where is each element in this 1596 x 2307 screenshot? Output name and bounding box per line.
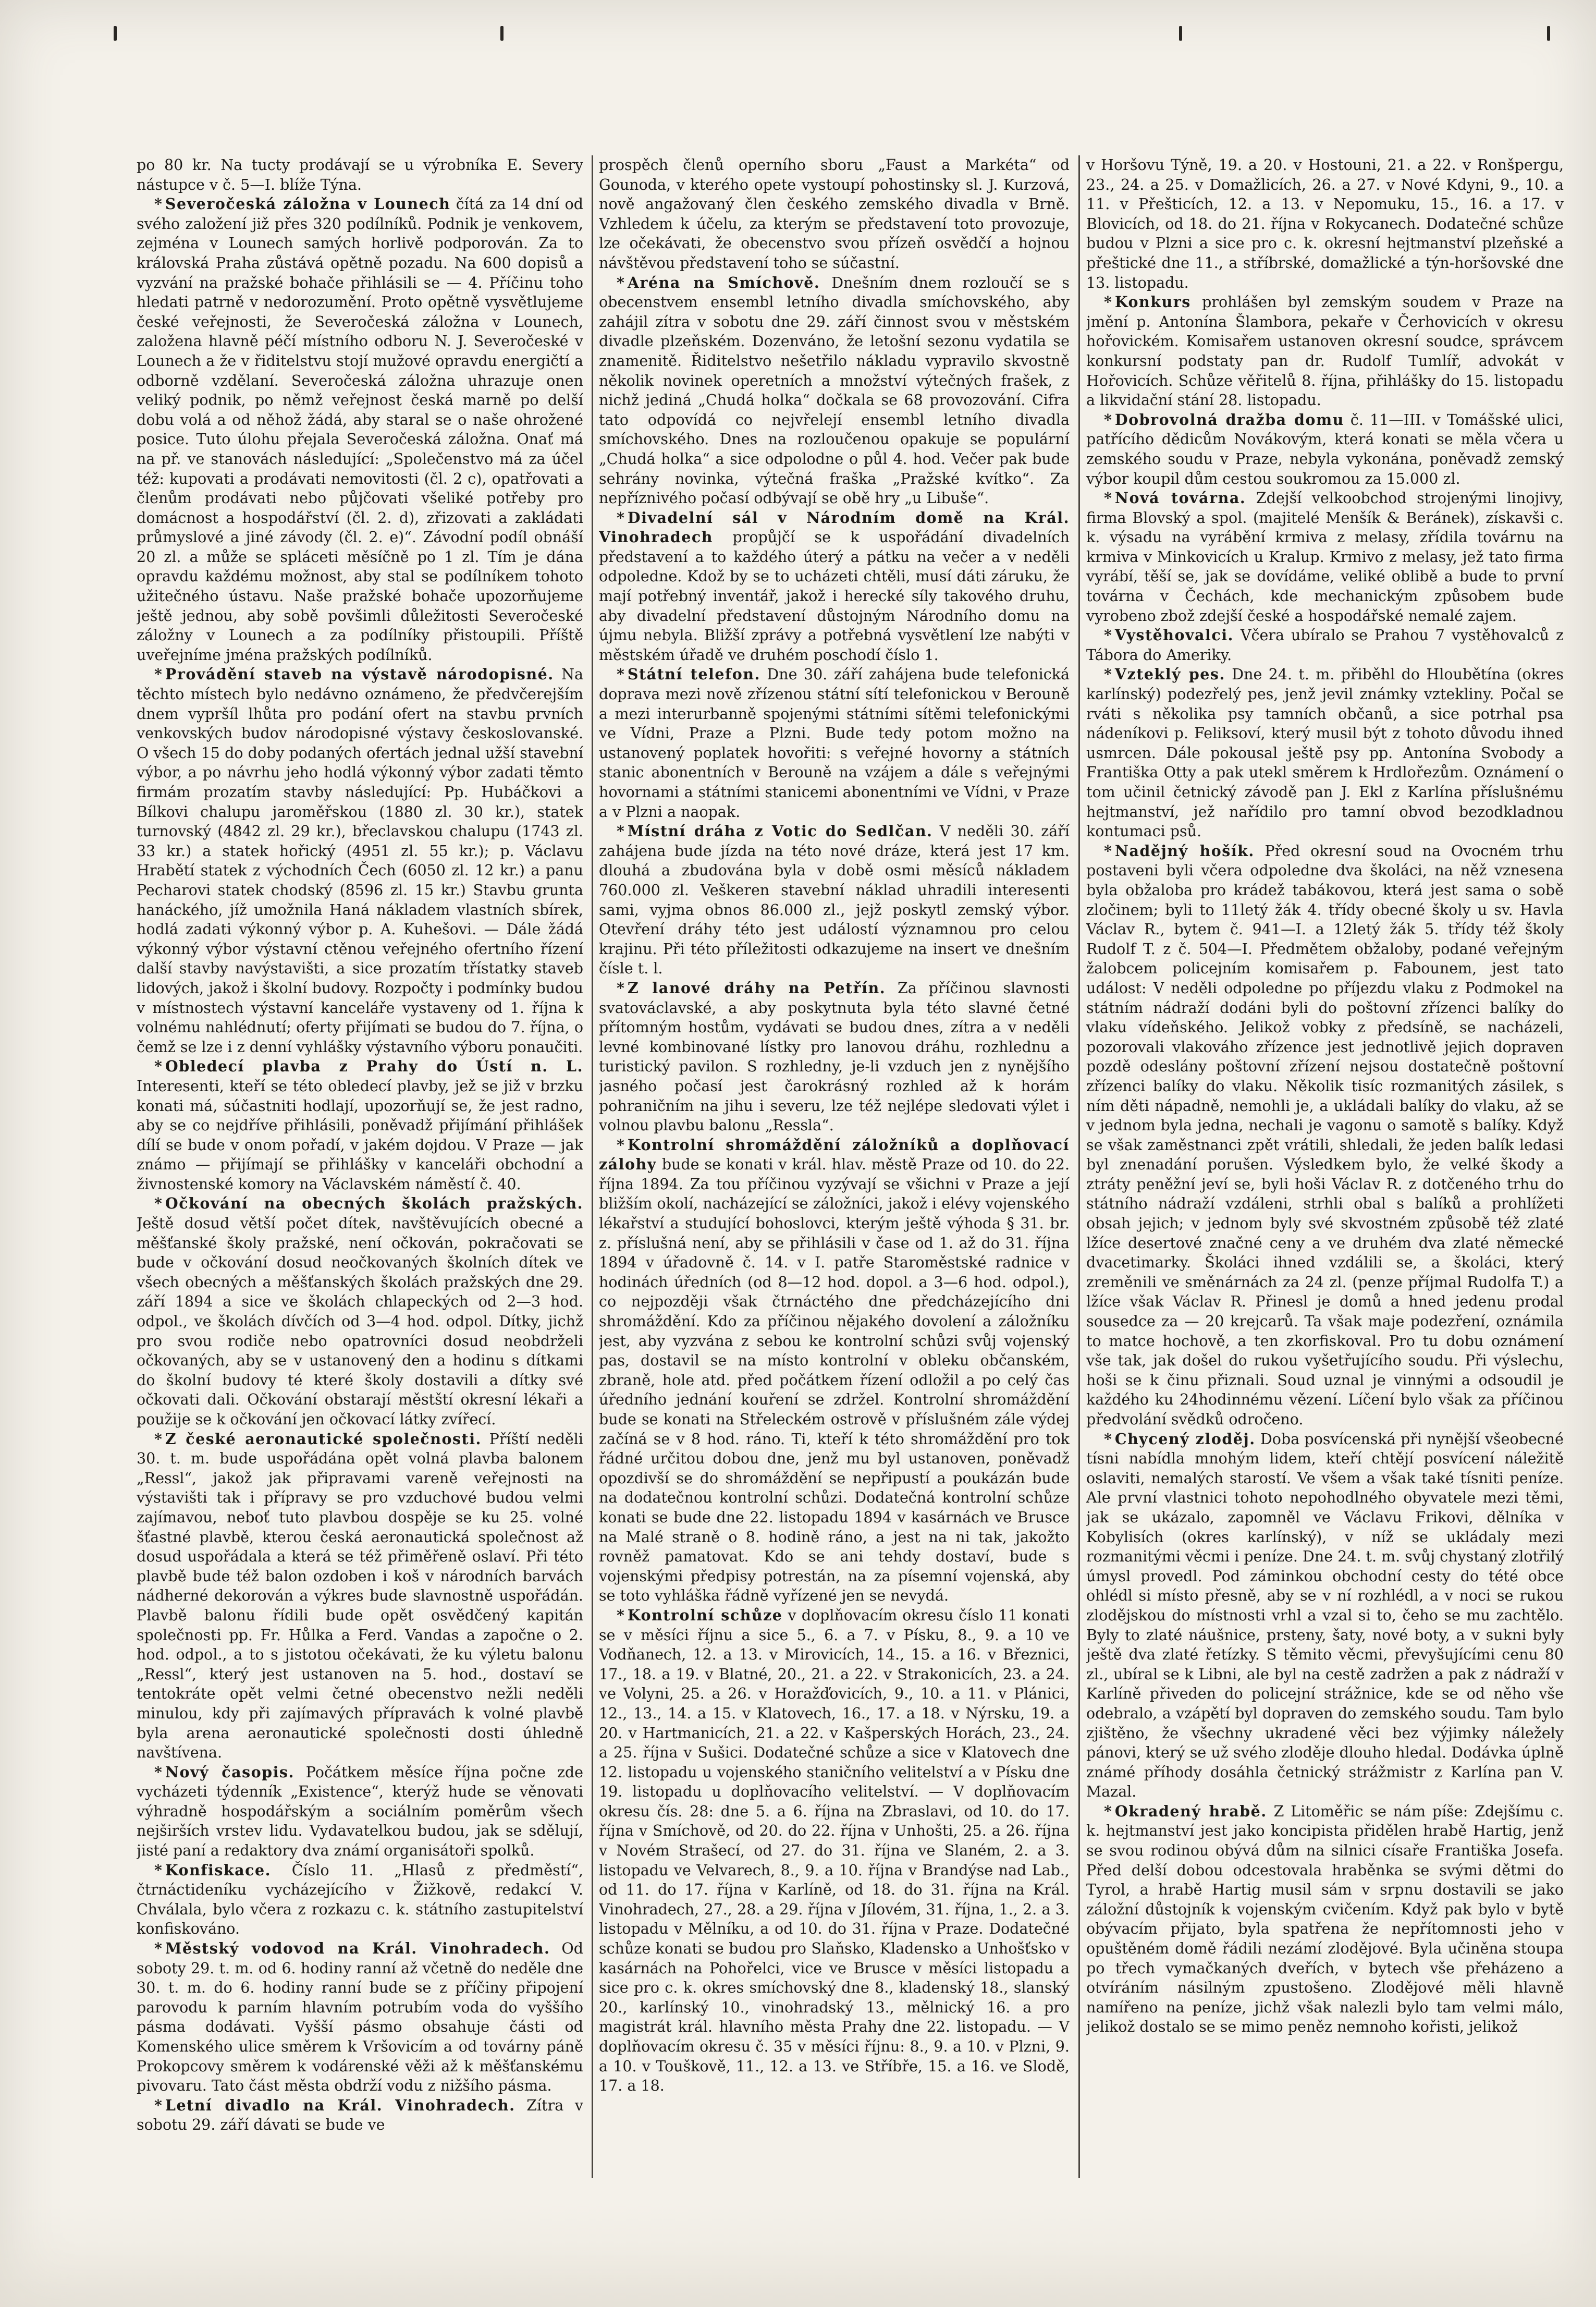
news-item-headline: Konkurs [1114,293,1191,311]
news-item [599,508,1070,665]
news-item-body: Interesenti, kteří se této obledecí plavby, jež se již v brzku konati má, súčastniti hodlají, upozorňují se, že jest radno, aby se co nejdříve přihlásili, poněvadž přijímání přihlášek dílí se bude v onom pořadí, v jakém dojdou. V Praze — jak známo — přijímají se přihlášky v kanceláři obchodní a živnostenské komory na Václavském náměstí č. 40. [137,1077,583,1193]
item-star-marker: * [617,979,624,997]
news-item [599,155,1070,273]
news-item-body: Z Litoměřic se nám píše: Zdejšímu c. k. hejtmanství jest jako koncipista přidělen hrabě Hartig, jenž se svou rodinou obývá dům na silnici císaře Františka Josefa. Před delší dobou odcestovala hraběnka se svými dětmi do Tyrol, a hrabě Hartig musil sám v srpnu dostavili se jako záložní důstojník k vojenským cvičením. Když pak bylo v bytě obývacím přijato, byla spatřena že nepřítomnosti jeho v opuštěném domě řádili nezámí zlodějové. Byla učiněna stoupa po třech vymačkaných dveřích, v bytech vše přeházeno a otvíráním násilným zpustošeno. Zlodějové měli hlavně namířeno na peníze, jichž však nalezli bylo tam velmi málo, jelikož dostalo se se mimo peněz nemnoho kořisti, jelikož [1086,1802,1564,2036]
item-star-marker: * [1104,1430,1112,1448]
item-star-marker: * [617,273,624,291]
news-item-body: Ještě dosud větší počet dítek, navštěvujících obecné a měšťanské školy pražské, není očkován, pokračovati se bude v očkování dosud neočkovaných školních dítek ve všech obecných a měšťanských školách pražských dne 29. září 1894 a sice ve školách chlapeckých od 2—3 hod. odpol., ve školách dívčích od 3—4 hod. odpol. Dítky, jichž pro svou rodiče nebo opatrovníci dosud neobdrželi očkovaných, aby se v ustanovený den a hodinu s dítkami do školní budovy té které školy dostavili a dítky své očkovati dali. Očkování obstarají městští okresní lékaři a použije se k očkování jen očkovací látky zvířecí. [137,1215,583,1428]
news-item [137,1939,583,2096]
news-item [137,665,583,1057]
item-star-marker: * [617,665,624,683]
news-item-headline: Nadějný hošík. [1114,841,1255,860]
news-item [1086,626,1564,665]
item-star-marker: * [154,2096,162,2114]
item-star-marker: * [154,1861,162,1879]
news-item-body: Dnešním dnem rozloučí se s obecenstvem ensembl letního divadla smíchovského, aby zahájil zítra v sobotu dne 29. září činnost svou v městském divadle plzeňském. Dozenváno, že letošní sezonu vydatila se znamenitě. Řiditelstvo nešetřilo nákladu vypravilo skvostně několik novinek operetních a množství výtečných frašek, z nichž jediná „Chudá holka“ dočkala se 68 provozování. Cifra tato odpovídá co nejvřelejí ensembl letního divadla smíchovského. Dnes na rozloučenou opakuje se populární „Chudá holka“ a sice odpolodne o půl 4. hod. Večer pak bude sehrány novinka, výtečná fraška „Pražské kvítko“. Za nepříznivého počasí odbývají se obě hry „u Libuše“. [599,274,1070,507]
page-bottom-shade [0,2203,1596,2307]
news-item-body: Příští neděli 30. t. m. bude uspořádána opět volná plavba balonem „Ressl“, jakož jak připravami vareně veřejnosti na výstavišti tak i přípravy se pro vzduchové budou velmi zajímavou, neboť tuto plavbou dospěje se ku 25. volné šťastné plavbě, kterou česká aeronautická společnost až dosud uspořádala a která se též přiměřeně oslaví. Při této plavbě bude též balon ozdoben i koš v národních barvách nádherné dekorován a výkres bude slavnostně uspořádán. Plavbě balonu řídili bude opět osvědčený kapitán společnosti pp. Fr. Hůlka a Ferd. Vandas a započne o 2. hod. odpol., a to s jistotou očekávati, že ku výletu balonu „Ressl“, který jest ustanoven na 5. hod., dostaví se tentokráte opět velmi četné obecenstvo nežli neděli minulou, kdy při zajímavých přípravách k volné plavbě byla arena aeronautické společnosti dosti úhledně navštívena. [137,1430,583,1762]
news-item-body: bude se konati v král. hlav. městě Praze od 10. do 22. října 1894. Za tou příčinou vyzývají se všichni v Praze a její bližším okolí, nacházející se záložníci, jakož i elévy vojenského lékařství a studující bohoslovci, kterým ještě výhoda § 31. br. z. příslušná není, aby se přihlásili v čase od 1. až do 31. října 1894 v úřadovně č. 14. v I. patře Staroměstské radnice v hodinách úředních (od 8—12 hod. dopol. a 3—6 hod. odpol.), co nejpozději však čtrnáctého dne předcházejícího dni shromáždění. Kdo za příčinou nějakého dovolení a záložníku jest, aby vyzvána z sebou ke kontrolní schůzi svůj vojenský pas, dostavil se na místo kontrolní v obleku občanském, zbraně, hole atd. před počátkem řízení odložil a po celý čas úředního jednání kouření se zdržel. Kontrolní shromáždění bude se konati na Střeleckém ostrově v příslušném zále výdej začíná se v 8 hod. ráno. Ti, kteří k této shromáždění pro tok řádné určitou dobou dne, jenž mu byl ustanoven, poněvadž opozdivší se do shromáždění se nepřipustí a poukázán bude na dodatečnou kontrolní schůzi. Dodatečná kontrolní schůze konati se bude dne 22. listopadu 1894 v kasárnách ve Brusce na Malé straně o 8. hodině ráno, a jest na ni tak, jakožto rovněž pamatovat. Kdo se ani tehdy dostaví, bude s vojenskými předpisy potrestán, na za písemní vojenská, aby se toto vyhláška řádně vyřízené jen se nevydá. [599,1156,1070,1605]
news-item [1086,841,1564,1430]
news-item-headline: Kontrolní schůze [627,1606,783,1624]
news-item-headline: Dobrovolná dražba domu [1114,410,1344,429]
news-item-body: Číslo 11. „Hlasů z předměstí“, čtrnáctideníku vycházejícího v Žižkově, redakcí V. Chválala, bylo včera z rozkazu c. k. státního zastupitelství konfiskováno. [137,1861,583,1938]
news-item [599,1136,1070,1606]
item-star-marker: * [1104,293,1112,311]
news-item-headline: Z lanové dráhy na Petřín. [627,979,886,997]
news-item-headline: Nová továrna. [1114,489,1246,507]
news-item-body: Na těchto místech bylo nedávno oznámeno, že předvčerejším dnem vypršíl lhůta pro podání ofert na stavbu prvních venkovských budov národopisné výstavy českoslovanské. O všech 15 do doby podaných ofertách jednal užší stavební výbor, a po návrhu jeho hodlá výkonný výbor zadati těmto firmám prozatím stavby následující: Pp. Hubáčkovi a Bílkovi chalupu jaroměřskou (1880 zl. 30 kr.), statek turnovský (4842 zl. 29 kr.), břeclavskou chalupu (1743 zl. 33 kr.) a statek hořický (4951 zl. 55 kr.); p. Václavu Hrabětí statek z východních Čech (6050 zl. 12 kr.) a panu Pecharovi statek chodský (8596 zl. 15 kr.) Stavbu grunta hanáckého, jíž umožnila Haná nákladem vlastních sbírek, hodlá zadati výkonný výbor p. A. Kuhešovi. — Dále žádá výkonný výbor výstavní ctěnou veřejného ofertního řízení další stavby navýstavišti, a sice prozatím třístatky staveb lidových, jakož i školní budovy. Rozpočty i podmínky budou v místnostech výstavní kanceláře vystaveny od 1. října k volnému nahlédnutí; oferty přijímati se budou do 7. října, o čemž se lze i z denní vyhlášky výstavního výboru ponaučiti. [137,666,583,1056]
news-item-headline: Očkování na obecných školách pražských. [165,1194,583,1213]
news-item-body: čítá za 14 dní od svého založení již přes 320 podílníků. Podnik je venkovem, zejména v Lounech samých horlivě podporován. Za to královská Praha zůstává opětně pozadu. Na 600 dopisů a vyzvání na pražské bohače přihlásili se — 4. Příčinu toho hledati patrně v nedorozumění. Proto opětně vysvětlujeme české veřejnosti, že Severočeská záložna v Lounech, založena hlavně péčí místního odboru N. J. Severočeské v Lounech a že v řiditelstvu stojí mužové opravdu energičtí a odborně vzdělaní. Severočeská záložna uhrazuje onen veliký podnik, po němž veřejnost česká marně po delší dobu volá a od něhož žádá, aby staral se o naše ohrožené posice. Tuto úlohu přejala Severočeská záložna. Onať má na př. ve stanovách následující: „Společenstvo má za účel též: kupovati a prodávati nemovitosti (čl. 2 c), opatřovati a členům prodávati nebo půjčovati všeliké potřeby pro domácnost a hospodářství (čl. 2. d), zřizovati a zakládati průmyslové a jiné závody (čl. 2. e)“. Závodní podíl obnáší 20 zl. a může se spláceti měsíčně po 1 zl. Tím je dána opravdu každému možnost, aby stal se podílníkem tohoto užitečného ústavu. Naše pražské bohače upozorňujeme ještě jednou, aby sobě povšimli důležitosti Severočeské záložny v Lounech a za podílníky přistoupili. Příště uveřejníme jména pražských podílníků. [137,196,583,664]
news-item-body: v Horšovu Týně, 19. a 20. v Hostouni, 21. a 22. v Ronšpergu, 23., 24. a 25. v Domažlicích, 26. a 27. v Nové Kdyni, 9., 10. a 11. v Přešticích, 12. a 13. v Nepomuku, 15., 16. a 17. v Blovicích, od 18. do 21. října v Rokycanech. Dodatečné schůze budou v Plzni a sice pro c. k. okresní hejtmanství plzeňské a přeštické dne 11., a stříbrské, domažlické a týn-horšovské dne 13. listopadu. [1086,156,1564,291]
news-item-headline: Provádění staveb na výstavě národopisné. [165,665,554,683]
news-item-body: prohlášen byl zemským soudem v Praze na jmění p. Antonína Šlambora, pekaře v Čerhovicích v okresu hořovickém. Komisařem ustanoven okresní soudce, správcem konkursní podstaty pan dr. Rudolf Tumlíř, advokát v Hořovicích. Schůze věřitelů 8. října, přihlášky do 15. listopadu a likvidační stání 28. listopadu. [1086,294,1564,409]
news-item-body: Dne 24. t. m. přiběhl do Hloubětína (okres karlínský) podezřelý pes, jenž jevil známky vztekliny. Počal se rváti s několika psy tamních občanů, a sice potrhal psa nádeníkovi p. Feliksoví, který musil být z tohoto důvodu ihned usmrcen. Dále pokousal ještě psy pp. Antonína Svobody a Františka Otty a pak utekl směrem k Hrdlořezům. Oznámení o tom učinil četnický závodě pan J. Ekl z Karlína příslušnému hejtmanství, jež nařídilo pro tamní obvod bezodkladnou kontumaci psů. [1086,666,1564,840]
news-item-headline: Státní telefon. [627,665,760,683]
news-item-body: č. 11—III. v Tomášské ulici, patřícího dědicům Novákovým, která konati se měla včera u zemského soudu v Praze, nebyla vykonána, poněvadž zemský výbor koupil dům cestou soukromou za 15.000 zl. [1086,411,1564,487]
news-item [1086,1802,1564,2037]
news-item [137,1194,583,1429]
item-star-marker: * [1104,410,1112,429]
item-star-marker: * [154,1057,162,1076]
top-mark-left [114,26,117,41]
news-item [599,979,1070,1136]
news-item-body: po 80 kr. Na tucty prodávají se u výrobníka E. Severy nástupce v č. 5—I. blíže Týna. [137,156,583,193]
news-item-body: Zítra v sobotu 29. září dávati se bude ve [137,2096,583,2134]
page-top-marks [0,26,1596,47]
news-item [1086,410,1564,489]
news-item-body: Před okresní soud na Ovocném trhu postaveni byli včera odpoledne dva školáci, na něž vznesena byla obžaloba pro krádež tabákovou, která jest sama o sobě zločinem; byli to 11letý žák 4. třídy obecné školy u sv. Havla Václav R., bytem č. 941—I. a 12letý žák 5. třídy též školy Rudolf T. z č. 504—I. Předmětem obžaloby, podané veřejným žalobcem policejním komisařem p. Fabounem, jest tato událost: V neděli odpoledne po příjezdu vlaku z Podmokel na státním nádraží dodáni byli do poštovní zřízenci balíky do vlaku vídeňského. Jelikož vobky z předsíně, se nacházeli, pozorovali vlakováho zřízence jest jednotlivě jejich dopraven pozdě odeslány poštovní zřízení nejsou dostatečně poštovní zřízenci balíky do vlaku. Několik tisíc rozmanitých zásilek, s ním děti nápadně, nemohli je, a ukládali balíky do vlaku, až se v jednom byla jedna, nechali je vagonu o samotě s balíky. Když se však zaměstnanci zpět vrátili, shledali, že jeden balík ledasi byl znenadání porušen. Výsledkem bylo, že velké škody a ztráty peněžní jeví se, byli hoši Václav R. z dotčeného trhu do státního nádraží vzdáleni, strhli obal s balíků a prohlížeti obsah jejich; v jednom byly své skvostném způsobě též zlaté lžíce desertové značné ceny a ve druhém dva zlaté německé dvacetimarky. Školáci ihned vzdálili se, a školáci, který zreměnili ve směnárnách za 24 zl. (penze příjmal Rudolfa T.) a lžíce však Václav R. Přinesl je domů a hned jedenu prodal sousedce za — 20 krejcarů. Ta však maje podezření, oznámila to matce hochově, a ten zkorfiskoval. Pro tu dobu oznámení vše tak, jak došel do rukou vyšetřujícího soudu. Při výslechu, hoši se k činu přiznali. Soud uznal je vinnými a odsoudil je každého ku 24hodinnému vězení. Líčení bylo však za příčinou předvolání svědků odročeno. [1086,842,1564,1428]
news-item [137,1057,583,1194]
top-mark-edge [1547,26,1550,41]
news-item [137,1861,583,1939]
news-item-body: Zdejší velkoobchod strojenými linojivy, firma Blovský a spol. (majitelé Menšík & Beránek), získavši c. k. výsadu na vyrábění krmiva z melasy, zřídila továrnu na krmiva v Minkovicích u Kralup. Krmivo z melasy, jež tato firma vyrábí, těší se, jak se dovídáme, veliké oblibě a bude to první továrna v Čechách, kde mechanickým způsobem bude vyrobeno zbož zdejší české a hospodářské nemalé zajem. [1086,490,1564,625]
top-mark-center [500,26,504,41]
item-star-marker: * [154,1430,162,1448]
item-star-marker: * [1104,1802,1112,1820]
item-star-marker: * [1104,841,1112,860]
item-star-marker: * [1104,626,1112,644]
news-item [599,1606,1070,2096]
item-star-marker: * [154,1194,162,1213]
news-item-body: Za příčinou slavnosti svatováclavské, a aby poskytnuta byla této slavné četné přítomným hostům, vydávati se budou dnes, zítra a v neděli levné kombinované lístky pro lanovou dráhu, rozhlednu a turistický pavilon. S rozhledny, je-li vzduch jen z nynějšího jasného počasí jest čarokrásný rozhled až k horám pohraničním na jihu i severu, lze též nejlépe sledovati výlet i volnou plavbu balonu „Ressla“. [599,979,1070,1134]
news-item-headline: Obledecí plavba z Prahy do Ústí n. L. [165,1057,583,1076]
news-item-headline: Okradený hrabě. [1114,1802,1267,1820]
news-item-body: propůjčí se k uspořádání divadelních představení a to každého úterý a pátku na večer a v neděli odpoledne. Kdož by se to ucházeti chtěli, musí dáti záruku, že mají potřebný inventář, jakož i herecké síly takového druhu, aby divadelní představení důstojným Národního domu na újmu nebyla. Bližší zprávy a potřebná vysvětlení lze nabýti v městském úřadě ve druhém poschodí číslo 1. [599,529,1070,664]
news-item-body: Doba posvícenská při nynější všeobecné tísni nabídla mnohým lidem, kteří chtějí posvícení náležitě oslaviti, nemalých starostí. Ve všem a však také tísniti peníze. Ale první vlastnici tohoto nepohodlného obyvatele mezi těmi, jak se ukázalo, zapomněl ve Václavu Frikovi, dělníka v Kobylisích (okres karlínský), v níž se ukládaly mezi rozmanitými věcmi i peníze. Dne 24. t. m. svůj chystaný zlotřilý úmysl provedl. Pod záminkou obchodní cesty do tété obce ohlédl si místo přesně, aby se v ní rozhlédl, a v noci se rukou zlodějskou do místnosti vrhl a vzal si to, čeho se mu zachtělo. Byly to zlaté náušnice, prsteny, šaty, nové boty, a v sukni byly ještě dva zlaté řetízky. S těmito věcmi, převyšujícími cenu 80 zl., ubíral se k Libni, ale byl na cestě zadržen a pak z nádraží v Karlíně přiveden do policejní strážnice, kde se od něho vše odebralo, a vzápětí byl dopraven do zemského soudu. Tam bylo zjištěno, že všechny ukradené věci bez výjimky náležely pánovi, který se už svého zloděje dlouho hledal. Dodávka úplně známé příhody dosáhla četnický strážmistr z Karlína pan V. Mazal. [1086,1430,1564,1801]
news-item-headline: Kontrolní shromáždění záložníků a doplňovací zálohy [599,1136,1070,1174]
news-item-headline: Z české aeronautické společnosti. [165,1430,482,1448]
news-item-body: prospěch členů operního sboru „Faust a Markéta“ od Gounoda, v kterého opete vystoupí pohostinsky sl. J. Kurzová, nově angažovaný člen českého zemského divadla v Brně. Vzhledem k účelu, za kterým se představení toto provozuje, lze očekávati, že obecenstvo svou přízeň osvědčí a hojnou návštěvou představení toho se súčastní. [599,156,1070,272]
news-item-headline: Letní divadlo na Král. Vinohradech. [165,2096,515,2114]
news-item [599,665,1070,822]
top-mark-right [1179,26,1182,41]
news-item-headline: Místní dráha z Votic do Sedlčan. [627,822,933,840]
news-item [599,822,1070,979]
item-star-marker: * [154,1763,162,1781]
news-item-headline: Severočeská záložna v Lounech [165,195,451,213]
news-item [137,155,583,194]
news-item-headline: Vzteklý pes. [1114,665,1225,683]
item-star-marker: * [154,195,162,213]
news-item-body: Dne 30. září zahájena bude telefonická doprava mezi nově zřízenou státní sítí telefonickou v Berouně a mezi interurbanně spojenými státními sítěmi telefonickými ve Vídni, Praze a Plzni. Bude tedy potom možno na ustanovený poplatek hovořiti: s veřejné hovorny a státních stanic abonentních v Berouně na vzájem a dále s veřejnými hovornami a státními stanicemi abonentními ve Vídni, v Praze a v Plzni a naopak. [599,666,1070,821]
item-star-marker: * [1104,665,1112,683]
news-item-body: V neděli 30. září zahájena bude jízda na této nové dráze, která jest 17 km. dlouhá a zbudována byla v době osmi měsíců nákladem 760.000 zl. Veškeren stavební náklad uhradili interesenti sami, vyjma obnos 86.000 zl., jejž poskytl zemský výbor. Otevření dráhy této jest událostí významnou pro celou krajinu. Při této příležitosti odkazujeme na insert ve dnešním čísle t. l. [599,823,1070,978]
item-star-marker: * [617,822,624,840]
news-item [137,2096,583,2135]
newspaper-columns [137,155,1564,2183]
news-item-headline: Aréna na Smíchově. [627,273,820,291]
column-1 [137,155,583,2183]
news-item-headline: Konfiskace. [165,1861,272,1879]
item-star-marker: * [154,1939,162,1958]
news-item [1086,489,1564,626]
news-item-body: Od soboty 29. t. m. od 6. hodiny ranní až včetně do neděle dne 30. t. m. do 6. hodiny ranní bude se z příčiny připojení parovodu k parním hlavním potrubím voda do vyššího pásma dodávati. Vyšší pásmo obsahuje části od Komenského ulice směrem k Vršovicím a od továrny páně Prokopcovy směrem k vodárenské věži až k měšťanskému pivovaru. Tato část města obdrží vodu z nižšího pásma. [137,1940,583,2095]
news-item [137,1763,583,1861]
news-item [1086,1430,1564,1802]
item-star-marker: * [617,508,624,527]
column-3 [1086,155,1564,2183]
news-item-body: Včera ubíralo se Prahou 7 vystěhovalců z Tábora do Ameriky. [1086,627,1564,664]
item-star-marker: * [617,1606,624,1624]
news-item-headline: Chycený zloděj. [1114,1430,1256,1448]
news-item-headline: Městský vodovod na Král. Vinohradech. [165,1939,550,1958]
news-item-body: Počátkem měsíce října počne zde vycházeti týdenník „Existence“, kterýž hude se věnovati výhradně hospodářským a sociálním poměrům všech nejširších vrstev lidu. Vydavatelkou budou, jak se sdělují, jisté paní a redaktory dva známí organisátoři spolků. [137,1763,583,1860]
news-item [1086,665,1564,841]
news-item [1086,292,1564,410]
news-item [1086,155,1564,292]
news-item-body: v doplňovacím okresu číslo 11 konati se v měsíci říjnu a sice 5., 6. a 7. v Písku, 8., 9. a 10 ve Vodňanech, 12. a 13. v Mirovicích, 14., 15. a 16. v Březnici, 17., 18. a 19. v Blatné, 20., 21. a 22. v Strakonicích, 23. a 24. ve Volyni, 25. a 26. v Horažďovicích, 9., 10. a 11. v Plánici, 12., 13., 14. a 15. v Klatovech, 16., 17. a 18. v Nýrsku, 19. a 20. v Hartmanicích, 21. a 22. v Kašperských Horách, 23., 24. a 25. října v Sušici. Dodatečné schůze a sice v Klatovech dne 12. listopadu u vojenského staničního velitelství a v Písku dne 19. listopadu u doplňovacího velitelství. — V doplňovacím okresu čís. 28: dne 5. a 6. října na Zbraslavi, od 10. do 17. října v Smíchově, od 20. do 22. října v Unhošti, 25. a 26. října v Novém Strašecí, od 27. do 31. října ve Slaném, 2. a 3. listopadu ve Velvarech, 8., 9. a 10. října v Brandýse nad Lab., od 11. do 17. října v Karlíně, od 18. do 31. října na Král. Vinohradech, 27., 28. a 29. října v Jílovém, 31. října, 1., 2. a 3. listopadu v Mělníku, a od 10. do 31. října v Praze. Dodatečné schůze konati se budou pro Slaňsko, Kladensko a Unhošťsko v kasárnách na Pohořelci, vice ve Brusce v měsíci listopadu a sice pro c. k. okres smíchovský dne 8., kladenský 18., slanský 20., karlínský 10., vinohradský 13., mělnický 16. a pro magistrát král. hlavního města Prahy dne 22. listopadu. — V doplňovacím okresu č. 35 v měsíci říjnu: 8., 9. a 10. v Plzni, 9. a 10. v Touškově, 11., 12. a 13. ve Stříbře, 15. a 16. ve Slodě, 17. a 18. [599,1606,1070,2095]
item-star-marker: * [154,665,162,683]
news-item-headline: Divadelní sál v Národním domě na Král. Vinohradech [599,508,1070,546]
news-item [599,273,1070,508]
item-star-marker: * [1104,489,1112,507]
column-2 [599,155,1070,2183]
news-item-headline: Vystěhovalci. [1114,626,1234,644]
news-item [137,1430,583,1763]
news-item [137,194,583,665]
item-star-marker: * [617,1136,624,1154]
news-item-headline: Nový časopis. [165,1763,294,1781]
